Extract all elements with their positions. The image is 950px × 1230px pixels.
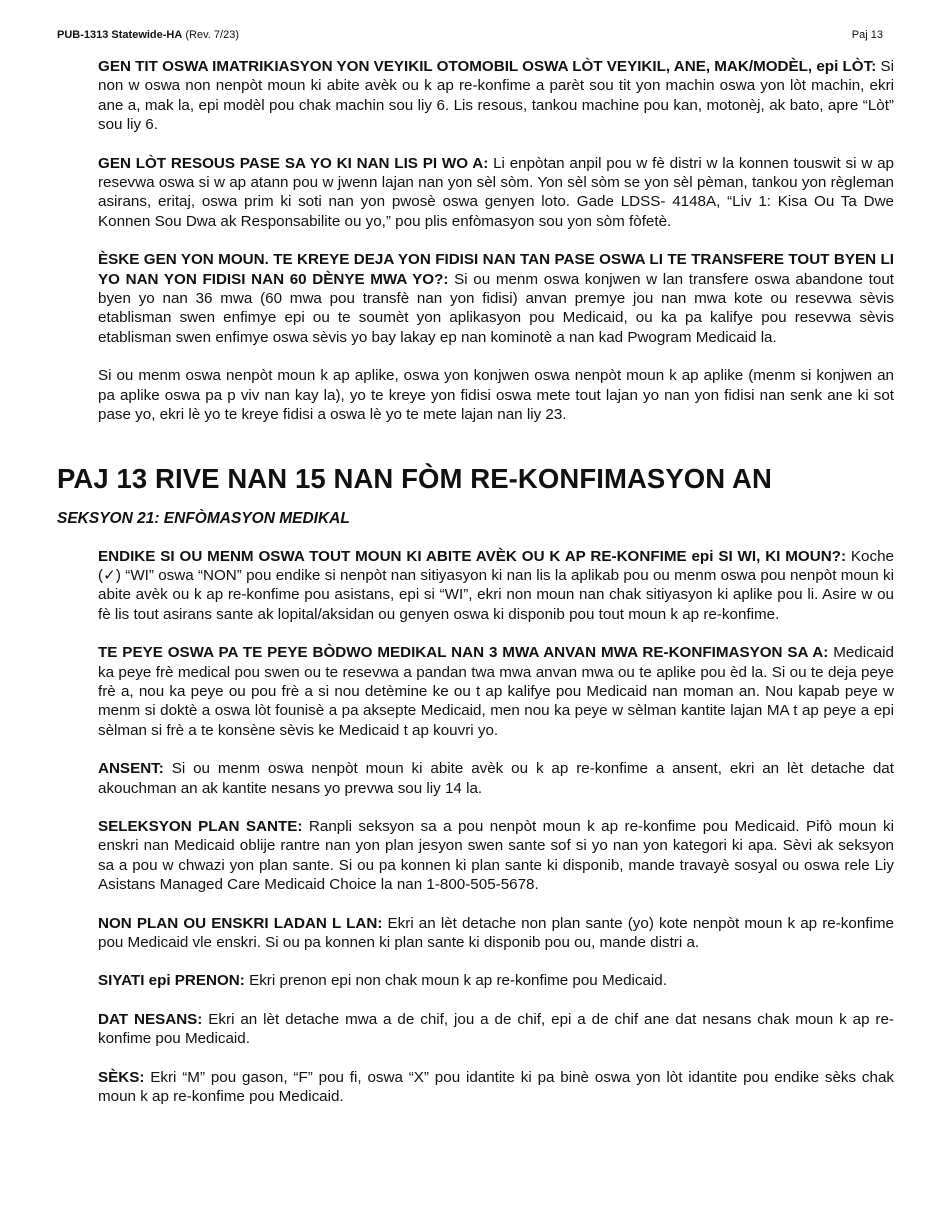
- entry-text: Si ou menm oswa nenpòt moun ki abite avèk ou k ap re-konfime a ansent, ekri an lèt detache dat akouchman an ak kantite nesans yo prevwa sou liy 14 la.: [98, 760, 894, 797]
- entry-medical-bills: [98, 643, 894, 740]
- entry-text: Ekri an lèt detache mwa a de chif, jou a de chif, epi a de chif ane dat nesans chak moun k ap re-konfime pou Medicaid.: [98, 1010, 894, 1048]
- entry-name: [98, 971, 894, 990]
- top-entries: [98, 57, 894, 425]
- page-number: Paj 13: [851, 29, 883, 41]
- medical-entries: [98, 547, 894, 1107]
- entry-household-members: [98, 547, 894, 625]
- section-title: PAJ 13 RIVE NAN 15 NAN FÒM RE-KONFIMASYON AN: [57, 462, 772, 494]
- entry-vehicle-title: [98, 57, 894, 135]
- entry-text: Si ou menm oswa konjwen w lan transfere oswa abandone tout byen yo nan 36 mwa (60 mwa pou transfè nan yon fidisi) anvan premye jou nan mwa kote ou resevwa sèvis etablisman swen enfimye epi ou te soumèt yon aplikasyon pou Medicaid, ou ka pa kalifye pou resevwa sèvis etablisman swen enfimye oswa sèvis yo bay lakay ep nan kominotè a nan kad Pwogram Medicaid la.: [98, 270, 894, 346]
- document-body: [57, 57, 894, 1125]
- entry-heading: ANSENT:: [98, 760, 164, 778]
- entry-pregnant: [98, 759, 894, 798]
- entry-birth-date: [98, 1010, 894, 1049]
- entry-text: Ekri prenon epi non chak moun k ap re-konfime pou Medicaid.: [249, 972, 667, 990]
- entry-heading: GEN TIT OSWA IMATRIKIASYON YON VEYIKIL OTOMOBIL OSWA LÒT VEYIKIL, ANE, MAK/MODÈL, epi LÒT:: [98, 58, 877, 75]
- entry-heading: SÈKS:: [98, 1068, 145, 1086]
- entry-heading: SELEKSYON PLAN SANTE:: [98, 817, 303, 835]
- entry-text: Ranpli seksyon sa a pou nenpòt moun k ap re-konfime pou Medicaid. Pifò moun ki enskri nan Medicaid oblije rantre nan yon plan jesyon swen sante sof si yo nan yon kategori ki apa. Sèvi ak seksyon sa a pou w chwazi yon plan sante. Si ou pa konnen ki plan sante ki disponib, mande travayè sosyal ou oswa rele Liy Asistans Managed Care Medicaid Choice la nan 1-800-505-5678.: [98, 817, 894, 894]
- entry-heading: ÈSKE GEN YON MOUN. TE KREYE DEJA YON FIDISI NAN TAN PASE OSWA LI TE TRANSFERE TOUT BYEN LI YO NAN YON FIDISI NAN 60 DÈNYE MWA YO?:: [98, 251, 894, 288]
- entry-text: Koche (✓) “WI” oswa “NON” pou endike si nenpòt nan sitiyasyon ki nan lis la aplikab pou ou menm oswa pou nenpòt moun ki abite avèk ou k ap re-konfime pou asistans, epi si “WI”, ekri non moun nan chak sitiyasyon ki aplike pou li. Asire w ou fè lis tout asirans sante ak lopital/aksidan ou genyen oswa ki disponib pou tout moun k ap re-konfime.: [98, 547, 894, 623]
- entry-heading: NON PLAN OU ENSKRI LADAN L LAN:: [98, 914, 383, 932]
- page-header: [57, 28, 883, 42]
- entry-other-resources: [98, 154, 894, 232]
- entry-heading: TE PEYE OSWA PA TE PEYE BÒDWO MEDIKAL NAN 3 MWA ANVAN MWA RE-KONFIMASYON SA A:: [98, 644, 829, 662]
- entry-text: Ekri “M” pou gason, “F” pou fi, oswa “X” pou idantite ki pa binè oswa yon lòt idantite pou endike sèks chak moun k ap re-konfime pou Medicaid.: [98, 1068, 894, 1106]
- entry-heading: GEN LÒT RESOUS PASE SA YO KI NAN LIS PI WO A:: [98, 154, 489, 172]
- entry-text: Si ou menm oswa nenpòt moun k ap aplike, oswa yon konjwen oswa nenpòt moun k ap aplike (menm si konjwen an pa aplike oswa pa p viv nan kay la), yo te kreye yon fidisi oswa mete tout lajan yo nan yon fidisi nan senk ane ki sot pase yo, ekri lè yo te kreye fidisi a oswa lè yo te mete lajan nan liy 23.: [98, 367, 894, 424]
- entry-health-plan-selection: [98, 817, 894, 895]
- entry-sex: [98, 1068, 894, 1107]
- entry-text: Li enpòtan anpil pou w fè distri w la konnen touswit si w ap resevwa oswa si w ap atann pou w jwenn lajan nan yon sèl sòm. Yon sèl sòm se yon sèl pèman, tankou yon règleman asirans, eritaj, oswa prim ki soti nan yon pwosè oswa genyen loto. Gade LDSS- 4148A, “Liv 1: Kisa Ou Ta Dwe Konnen Sou Dwa ak Responsabilite ou yo,” pou plis enfòmasyon sou yon sòm fòfetè.: [98, 154, 894, 230]
- entry-text: Medicaid ka peye frè medical pou swen ou te resevwa a pandan twa mwa anvan mwa ou te aplike pou èd la. Si ou te deja peye frè a, nou ka peye ou pou frè a si nou detèmine ke ou t ap kalifye pou Medicaid nan moman an. Nou kapab peye w menm si doktè a oswa lòt founisè a pa aksepte Medicaid, men nou ka peye w sèlman kantite lajan MA t ap peye a epi sèlman si frè a te konsène sèvis ke Medicaid t ap kouvri yo.: [98, 644, 894, 739]
- entry-heading: DAT NESANS:: [98, 1010, 203, 1028]
- entry-heading: ENDIKE SI OU MENM OSWA TOUT MOUN KI ABITE AVÈK OU K AP RE-KONFIME epi SI WI, KI MOUN?:: [98, 547, 847, 565]
- publication-id: PUB-1313 Statewide-HA: [57, 29, 183, 41]
- entry-text: Ekri an lèt detache non plan sante (yo) kote nenpòt moun k ap re-konfime pou Medicaid vle enskri. Si ou pa konnen ki plan sante ki disponib pou ou, mande distri a.: [98, 914, 894, 951]
- subsection-title: SEKSYON 21: ENFÒMASYON MEDIKAL: [57, 509, 350, 527]
- entry-plan-name: [98, 914, 894, 953]
- entry-text: Si non w oswa non nenpòt moun ki abite avèk ou k ap re-konfime a parèt sou tit yon machin oswa yon lòt machin, ekri ane a, mak la, epi modèl pou chak machin sou liy 6. Lis resous, tankou machine pou kan, motonèj, ak bato, apre “Lòt” sou liy 6.: [98, 58, 894, 134]
- entry-trust-note: [98, 366, 894, 424]
- entry-heading: SIYATI epi PRENON:: [98, 972, 245, 990]
- revision-date: (Rev. 7/23): [185, 29, 239, 41]
- entry-trust-transfer: [98, 250, 894, 347]
